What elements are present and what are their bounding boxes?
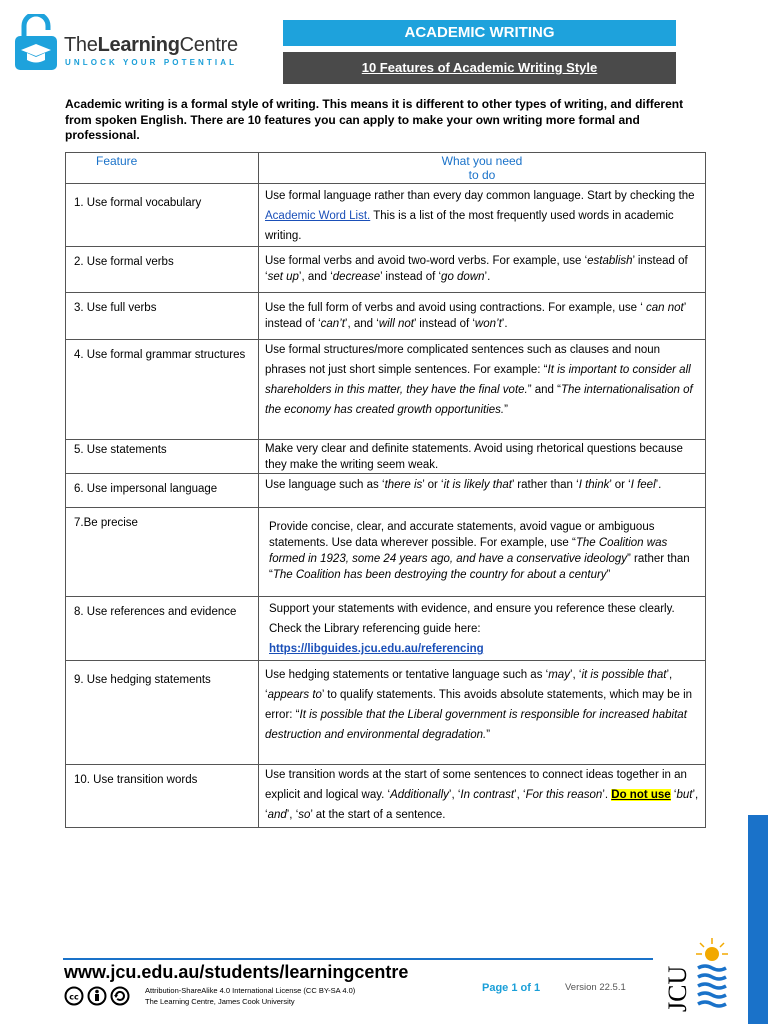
- table-row: [66, 597, 706, 661]
- feature-cell: 8. Use references and evidence: [66, 597, 259, 661]
- description-cell: Use transition words at the start of some sentences to connect ideas together in an explicit and logical way. ‘Additionally’, ‘In contrast’, ‘For this reason’. Do not use ‘but’, ‘and’, ‘so’ at the start of a sentence.: [259, 765, 706, 828]
- page-title: ACADEMIC WRITING: [283, 20, 676, 46]
- jcu-wordmark: JCU: [663, 965, 692, 1012]
- cc-icon: [66, 988, 83, 1005]
- share-alike-icon: [112, 988, 129, 1005]
- lock-graduation-icon: [14, 14, 58, 70]
- description-cell: Provide concise, clear, and accurate statements, avoid vague or ambiguous statements. Use data wherever possible. For example, use “The Coalition was formed in 1923, some 24 years ago, and have a conservative ideology” rather than “The Coalition has been destroying the country for about a century”: [259, 508, 706, 597]
- features-table: [65, 152, 706, 828]
- attribution-icon: [89, 988, 106, 1005]
- feature-cell: 3. Use full verbs: [66, 293, 259, 340]
- description-cell: Make very clear and definite statements. Avoid using rhetorical questions because they make the writing seem weak.: [259, 440, 706, 474]
- description-cell: Use language such as ‘there is’ or ‘it is likely that’ rather than ‘I think’ or ‘I feel’.: [259, 474, 706, 508]
- feature-cell: 1. Use formal vocabulary: [66, 184, 259, 247]
- table-row: [66, 765, 706, 828]
- description-cell: Use formal verbs and avoid two-word verbs. For example, use ‘establish’ instead of ‘set up’, and ‘decrease’ instead of ‘go down’.: [259, 247, 706, 293]
- creative-commons-icons: [64, 986, 134, 1006]
- footer-divider: [63, 958, 653, 960]
- description-cell: Use formal structures/more complicated sentences such as clauses and noun phrases not just short simple sentences. For example: “It is important to consider all shareholders in this matter, they have the final vote.” and “The internationalisation of the economy has created growth opportunities.”: [259, 340, 706, 440]
- table-row: [66, 661, 706, 765]
- description-cell: Use formal language rather than every day common language. Start by checking the Academic Word List. This is a list of the most frequently used words in academic writing.: [259, 184, 706, 247]
- feature-column-header: Feature: [66, 153, 259, 184]
- table-row: [66, 184, 706, 247]
- highlighted-warning: Do not use: [611, 789, 671, 801]
- license-text: Attribution-ShareAlike 4.0 International License (CC BY-SA 4.0) The Learning Centre, James Cook University: [145, 986, 356, 1006]
- sun-icon: [696, 938, 728, 961]
- page-number: Page 1 of 1: [482, 982, 541, 994]
- feature-cell: 2. Use formal verbs: [66, 247, 259, 293]
- table-row: [66, 474, 706, 508]
- version-label: Version 22.5.1: [565, 982, 626, 993]
- brand-name: TheLearningCentre: [64, 34, 238, 56]
- feature-cell: 5. Use statements: [66, 440, 259, 474]
- table-row: [66, 247, 706, 293]
- brand-tagline: UNLOCK YOUR POTENTIAL: [65, 58, 238, 67]
- jcu-logo: [662, 934, 728, 1014]
- svg-text:cc: cc: [69, 992, 79, 1002]
- feature-cell: 9. Use hedging statements: [66, 661, 259, 765]
- side-accent-bar: [748, 815, 768, 1024]
- feature-cell: 10. Use transition words: [66, 765, 259, 828]
- table-row: [66, 440, 706, 474]
- description-cell: Use hedging statements or tentative language such as ‘may’, ‘it is possible that’, ‘appears to’ to qualify statements. This avoids absolute statements, which may be in error: “It is possible that the Liberal government is responsible for increased habitat destruction and environmental degradation.”: [259, 661, 706, 765]
- page-subtitle: 10 Features of Academic Writing Style: [283, 52, 676, 84]
- table-header-row: [66, 153, 706, 184]
- what-to-do-column-header: What you need to do: [259, 153, 706, 184]
- feature-cell: 6. Use impersonal language: [66, 474, 259, 508]
- table-row: [66, 340, 706, 440]
- referencing-guide-link[interactable]: https://libguides.jcu.edu.au/referencing: [269, 643, 484, 655]
- learning-centre-logo: [14, 14, 254, 74]
- feature-cell: 7.Be precise: [66, 508, 259, 597]
- table-row: [66, 508, 706, 597]
- feature-cell: 4. Use formal grammar structures: [66, 340, 259, 440]
- description-cell: Support your statements with evidence, and ensure you reference these clearly. Check the Library referencing guide here: https://libguides.jcu.edu.au/referencing: [259, 597, 706, 661]
- table-row: [66, 293, 706, 340]
- academic-word-list-link[interactable]: Academic Word List.: [265, 210, 371, 222]
- footer-url[interactable]: www.jcu.edu.au/students/learningcentre: [64, 962, 409, 982]
- waves-icon: [698, 966, 726, 1006]
- intro-paragraph: Academic writing is a formal style of writing. This means it is different to other types of writing, and different from spoken English. There are 10 features you can apply to make your own writing more formal and professional.: [65, 97, 684, 142]
- description-cell: Use the full form of verbs and avoid using contractions. For example, use ‘ can not’ instead of ‘can’t’, and ‘will not’ instead of ‘won’t’.: [259, 293, 706, 340]
